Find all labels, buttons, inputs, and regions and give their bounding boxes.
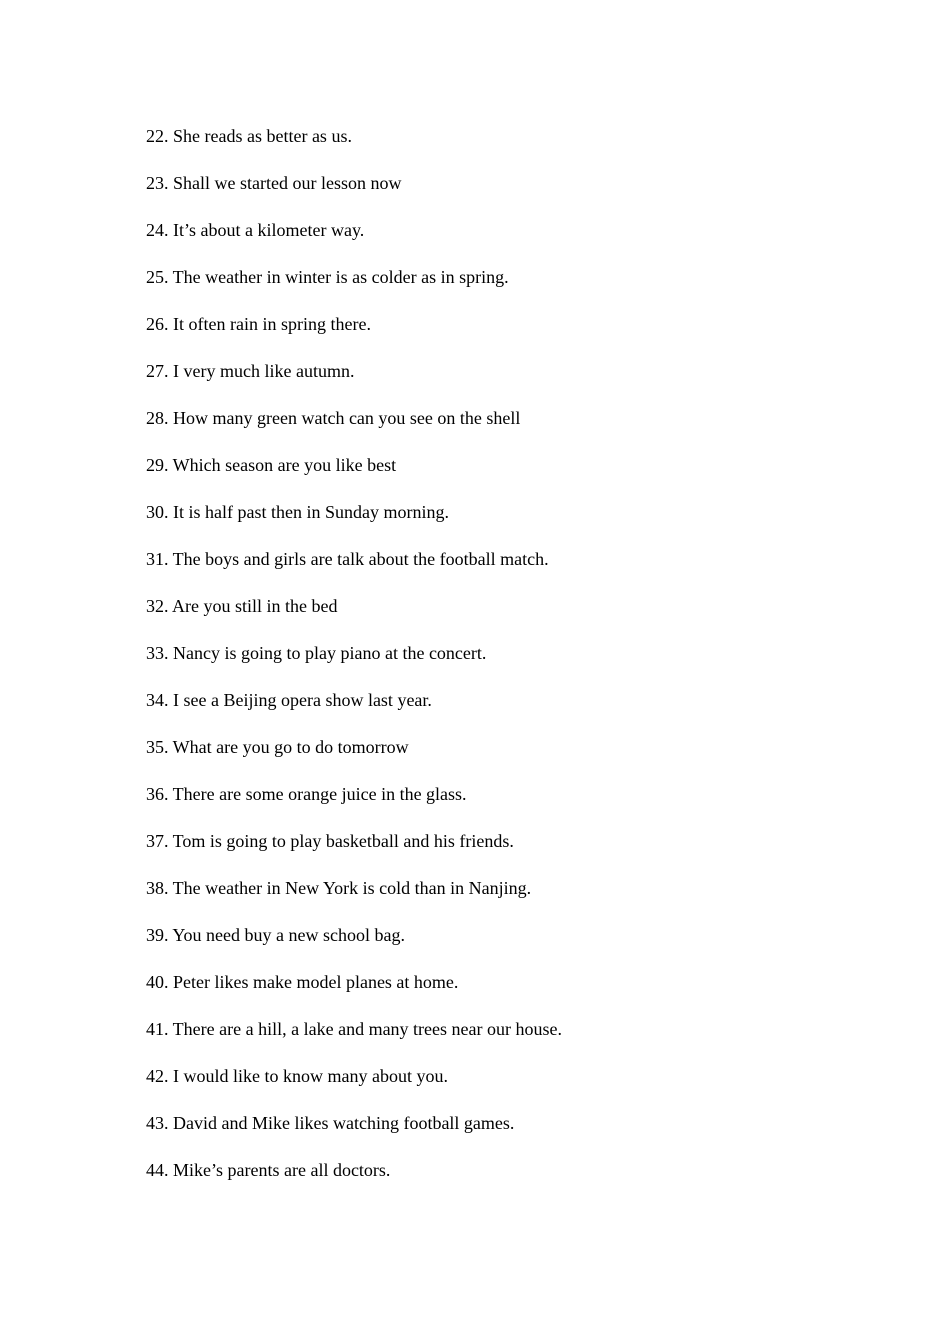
sentence-item: 25. The weather in winter is as colder as in spring. <box>146 267 509 287</box>
sentence-item: 28. How many green watch can you see on the shell <box>146 408 521 428</box>
sentence-item: 38. The weather in New York is cold than in Nanjing. <box>146 878 532 898</box>
sentence-item: 37. Tom is going to play basketball and his friends. <box>146 831 514 851</box>
sentence-list <box>146 125 562 1206</box>
sentence-item: 22. She reads as better as us. <box>146 126 352 146</box>
sentence-item: 34. I see a Beijing opera show last year. <box>146 690 432 710</box>
sentence-item: 26. It often rain in spring there. <box>146 314 371 334</box>
sentence-item: 42. I would like to know many about you. <box>146 1066 448 1086</box>
sentence-item: 35. What are you go to do tomorrow <box>146 737 409 757</box>
sentence-item: 31. The boys and girls are talk about the football match. <box>146 549 549 569</box>
sentence-item: 43. David and Mike likes watching football games. <box>146 1113 515 1133</box>
sentence-item: 29. Which season are you like best <box>146 455 397 475</box>
sentence-item: 41. There are a hill, a lake and many trees near our house. <box>146 1019 562 1039</box>
sentence-item: 27. I very much like autumn. <box>146 361 355 381</box>
sentence-item: 44. Mike’s parents are all doctors. <box>146 1160 391 1180</box>
sentence-item: 32. Are you still in the bed <box>146 596 338 616</box>
sentence-item: 33. Nancy is going to play piano at the concert. <box>146 643 487 663</box>
sentence-item: 36. There are some orange juice in the glass. <box>146 784 467 804</box>
sentence-item: 30. It is half past then in Sunday morning. <box>146 502 449 522</box>
sentence-item: 23. Shall we started our lesson now <box>146 173 402 193</box>
sentence-item: 40. Peter likes make model planes at home. <box>146 972 459 992</box>
sentence-item: 24. It’s about a kilometer way. <box>146 220 365 240</box>
sentence-item: 39. You need buy a new school bag. <box>146 925 405 945</box>
